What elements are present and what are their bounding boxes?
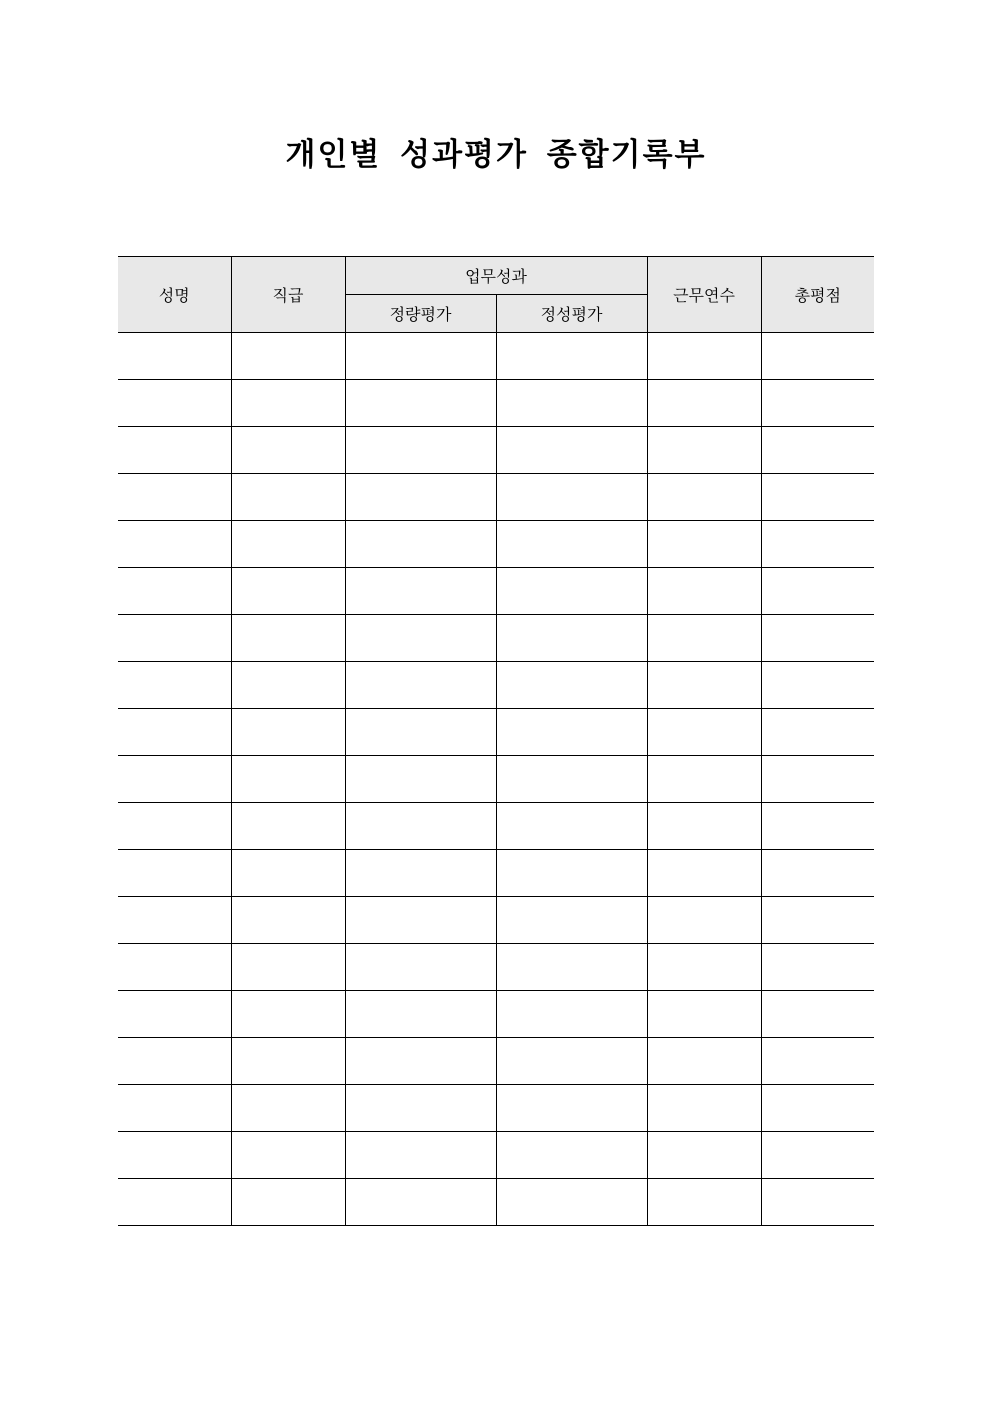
qualitative-cell[interactable]	[496, 944, 647, 991]
table-row	[118, 897, 874, 944]
table-row	[118, 380, 874, 427]
total-score-cell[interactable]	[761, 521, 874, 568]
qualitative-cell[interactable]	[496, 615, 647, 662]
years-cell[interactable]	[647, 568, 761, 615]
position-cell[interactable]	[231, 850, 345, 897]
quantitative-cell[interactable]	[345, 1179, 496, 1226]
position-cell[interactable]	[231, 1132, 345, 1179]
name-cell[interactable]	[118, 521, 231, 568]
table-row	[118, 991, 874, 1038]
position-cell[interactable]	[231, 1038, 345, 1085]
years-cell[interactable]	[647, 615, 761, 662]
name-cell[interactable]	[118, 380, 231, 427]
quantitative-cell[interactable]	[345, 1132, 496, 1179]
years-cell[interactable]	[647, 991, 761, 1038]
position-cell[interactable]	[231, 709, 345, 756]
name-cell[interactable]	[118, 991, 231, 1038]
total-score-cell[interactable]	[761, 1132, 874, 1179]
years-cell[interactable]	[647, 521, 761, 568]
table-row	[118, 850, 874, 897]
years-cell[interactable]	[647, 897, 761, 944]
quantitative-cell[interactable]	[345, 615, 496, 662]
total-score-cell[interactable]	[761, 897, 874, 944]
name-cell[interactable]	[118, 850, 231, 897]
quantitative-cell[interactable]	[345, 568, 496, 615]
position-cell[interactable]	[231, 1085, 345, 1132]
position-cell[interactable]	[231, 333, 345, 380]
position-cell[interactable]	[231, 380, 345, 427]
qualitative-cell[interactable]	[496, 1179, 647, 1226]
total-score-cell[interactable]	[761, 615, 874, 662]
total-score-cell[interactable]	[761, 333, 874, 380]
header-quantitative: 정량평가	[345, 295, 496, 333]
years-cell[interactable]	[647, 474, 761, 521]
total-score-cell[interactable]	[761, 474, 874, 521]
quantitative-cell[interactable]	[345, 756, 496, 803]
header-row	[118, 257, 874, 295]
quantitative-cell[interactable]	[345, 427, 496, 474]
table-row	[118, 944, 874, 991]
quantitative-cell[interactable]	[345, 1038, 496, 1085]
qualitative-cell[interactable]	[496, 850, 647, 897]
qualitative-cell[interactable]	[496, 380, 647, 427]
qualitative-cell[interactable]	[496, 756, 647, 803]
years-cell[interactable]	[647, 1132, 761, 1179]
table-body	[118, 333, 874, 1226]
name-cell[interactable]	[118, 1085, 231, 1132]
total-score-cell[interactable]	[761, 662, 874, 709]
qualitative-cell[interactable]	[496, 662, 647, 709]
years-cell[interactable]	[647, 803, 761, 850]
name-cell[interactable]	[118, 1132, 231, 1179]
table-row	[118, 568, 874, 615]
years-cell[interactable]	[647, 662, 761, 709]
quantitative-cell[interactable]	[345, 521, 496, 568]
table-row	[118, 709, 874, 756]
name-cell[interactable]	[118, 474, 231, 521]
qualitative-cell[interactable]	[496, 991, 647, 1038]
qualitative-cell[interactable]	[496, 1132, 647, 1179]
quantitative-cell[interactable]	[345, 474, 496, 521]
quantitative-cell[interactable]	[345, 991, 496, 1038]
header-total-score: 총평점	[761, 257, 874, 333]
header-work-performance: 업무성과	[345, 257, 647, 295]
total-score-cell[interactable]	[761, 850, 874, 897]
name-cell[interactable]	[118, 427, 231, 474]
qualitative-cell[interactable]	[496, 1085, 647, 1132]
position-cell[interactable]	[231, 662, 345, 709]
quantitative-cell[interactable]	[345, 803, 496, 850]
header-name: 성명	[118, 257, 231, 333]
table-row	[118, 474, 874, 521]
position-cell[interactable]	[231, 615, 345, 662]
years-cell[interactable]	[647, 380, 761, 427]
name-cell[interactable]	[118, 1179, 231, 1226]
total-score-cell[interactable]	[761, 756, 874, 803]
name-cell[interactable]	[118, 803, 231, 850]
name-cell[interactable]	[118, 897, 231, 944]
qualitative-cell[interactable]	[496, 333, 647, 380]
header-years-of-service: 근무연수	[647, 257, 761, 333]
position-cell[interactable]	[231, 568, 345, 615]
header-position: 직급	[231, 257, 345, 333]
name-cell[interactable]	[118, 1038, 231, 1085]
name-cell[interactable]	[118, 333, 231, 380]
quantitative-cell[interactable]	[345, 850, 496, 897]
name-cell[interactable]	[118, 615, 231, 662]
name-cell[interactable]	[118, 944, 231, 991]
page-title: 개인별 성과평가 종합기록부	[285, 137, 707, 173]
years-cell[interactable]	[647, 850, 761, 897]
qualitative-cell[interactable]	[496, 427, 647, 474]
performance-record-table	[118, 256, 874, 1226]
table-row	[118, 521, 874, 568]
total-score-cell[interactable]	[761, 427, 874, 474]
table-row	[118, 1179, 874, 1226]
years-cell[interactable]	[647, 333, 761, 380]
years-cell[interactable]	[647, 1179, 761, 1226]
name-cell[interactable]	[118, 756, 231, 803]
table-row	[118, 756, 874, 803]
table-row	[118, 615, 874, 662]
name-cell[interactable]	[118, 709, 231, 756]
table-row	[118, 662, 874, 709]
table-row	[118, 1038, 874, 1085]
qualitative-cell[interactable]	[496, 897, 647, 944]
total-score-cell[interactable]	[761, 803, 874, 850]
position-cell[interactable]	[231, 991, 345, 1038]
table-row	[118, 1132, 874, 1179]
quantitative-cell[interactable]	[345, 380, 496, 427]
table-row	[118, 427, 874, 474]
total-score-cell[interactable]	[761, 1179, 874, 1226]
total-score-cell[interactable]	[761, 944, 874, 991]
quantitative-cell[interactable]	[345, 662, 496, 709]
name-cell[interactable]	[118, 568, 231, 615]
header-qualitative: 정성평가	[496, 295, 647, 333]
table-row	[118, 333, 874, 380]
quantitative-cell[interactable]	[345, 944, 496, 991]
years-cell[interactable]	[647, 944, 761, 991]
qualitative-cell[interactable]	[496, 568, 647, 615]
total-score-cell[interactable]	[761, 1038, 874, 1085]
position-cell[interactable]	[231, 803, 345, 850]
position-cell[interactable]	[231, 756, 345, 803]
position-cell[interactable]	[231, 897, 345, 944]
years-cell[interactable]	[647, 1038, 761, 1085]
total-score-cell[interactable]	[761, 709, 874, 756]
years-cell[interactable]	[647, 427, 761, 474]
position-cell[interactable]	[231, 1179, 345, 1226]
total-score-cell[interactable]	[761, 568, 874, 615]
total-score-cell[interactable]	[761, 380, 874, 427]
table-row	[118, 803, 874, 850]
qualitative-cell[interactable]	[496, 709, 647, 756]
quantitative-cell[interactable]	[345, 1085, 496, 1132]
years-cell[interactable]	[647, 756, 761, 803]
years-cell[interactable]	[647, 709, 761, 756]
position-cell[interactable]	[231, 521, 345, 568]
quantitative-cell[interactable]	[345, 709, 496, 756]
position-cell[interactable]	[231, 427, 345, 474]
qualitative-cell[interactable]	[496, 803, 647, 850]
total-score-cell[interactable]	[761, 991, 874, 1038]
quantitative-cell[interactable]	[345, 897, 496, 944]
qualitative-cell[interactable]	[496, 521, 647, 568]
name-cell[interactable]	[118, 662, 231, 709]
position-cell[interactable]	[231, 944, 345, 991]
position-cell[interactable]	[231, 474, 345, 521]
qualitative-cell[interactable]	[496, 474, 647, 521]
total-score-cell[interactable]	[761, 1085, 874, 1132]
qualitative-cell[interactable]	[496, 1038, 647, 1085]
table-row	[118, 1085, 874, 1132]
quantitative-cell[interactable]	[345, 333, 496, 380]
years-cell[interactable]	[647, 1085, 761, 1132]
